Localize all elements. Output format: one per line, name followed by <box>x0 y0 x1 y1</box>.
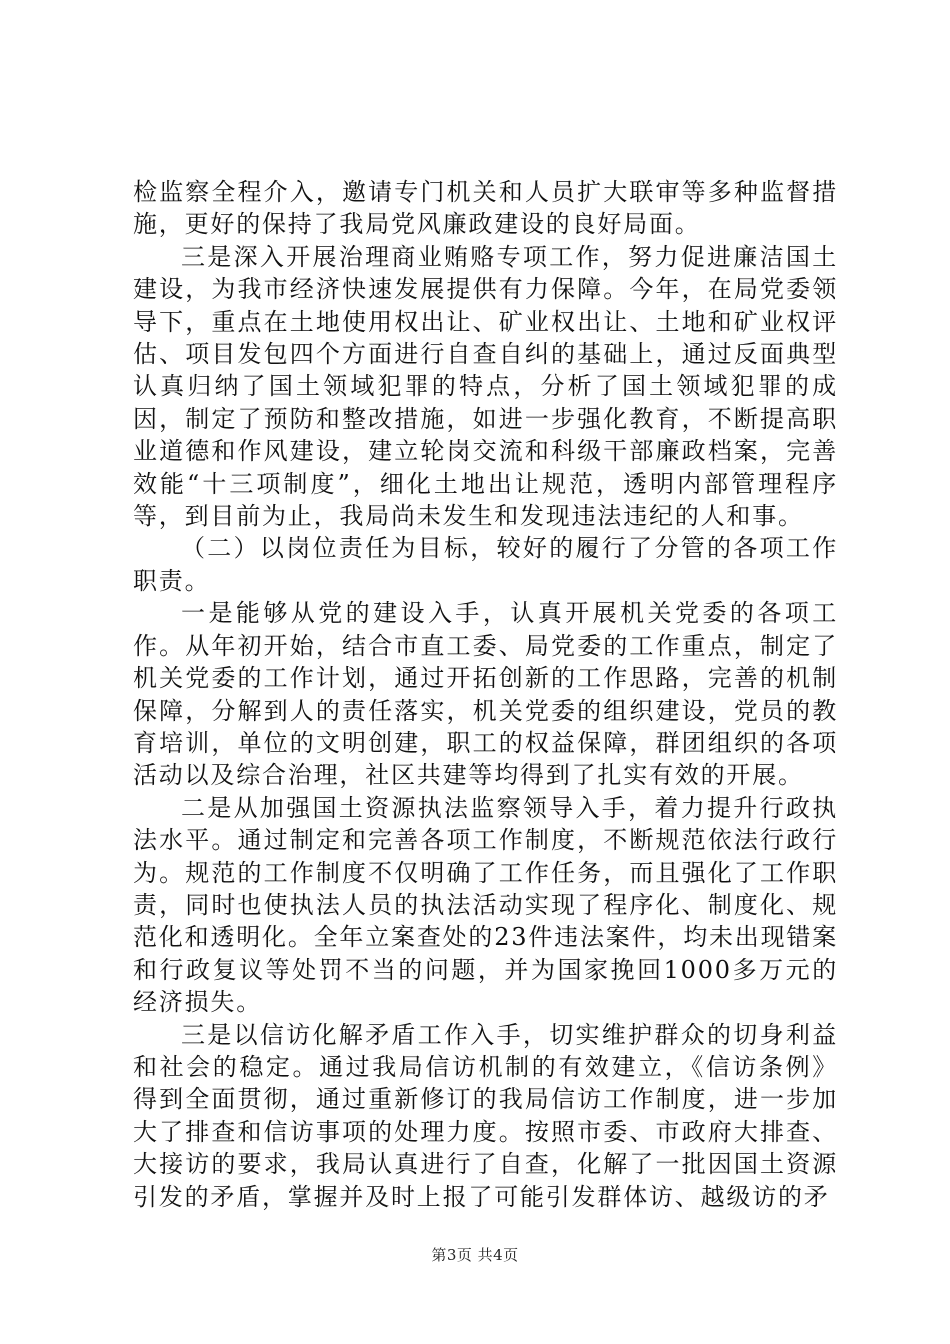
paragraph-5: 二是从加强国土资源执法监察领导入手，着力提升行政执法水平。通过制定和完善各项工作制度，不断规范依法行政行为。规范的工作制度不仅明确了工作任务，而且强化了工作职责，同时也使执法人员的执法活动实现了程序化、制度化、规范化和透明化。全年立案查处的23件违法案件，均未出现错案和行政复议等处罚不当的问题，并为国家挽回1000多万元的经济损失。 <box>133 793 838 1017</box>
paragraph-2: 三是深入开展治理商业贿赂专项工作，努力促进廉洁国土建设，为我市经济快速发展提供有力保障。今年，在局党委领导下，重点在土地使用权出让、矿业权出让、土地和矿业权评估、项目发包四个方面进行自查自纠的基础上，通过反面典型认真归纳了国土领域犯罪的特点，分析了国土领域犯罪的成因，制定了预防和整改措施，如进一步强化教育，不断提高职业道德和作风建设，建立轮岗交流和科级干部廉政档案，完善效能“十三项制度”，细化土地出让规范，透明内部管理程序等，到目前为止，我局尚未发生和发现违法违纪的人和事。 <box>133 242 838 531</box>
page-footer: 第3页 共4页 <box>431 1246 519 1264</box>
paragraph-1: 检监察全程介入，邀请专门机关和人员扩大联审等多种监督措施，更好的保持了我局党风廉政建设的良好局面。 <box>133 178 838 239</box>
paragraph-6: 三是以信访化解矛盾工作入手，切实维护群众的切身利益和社会的稳定。通过我局信访机制的有效建立，《信访条例》得到全面贯彻，通过重新修订的我局信访工作制度，进一步加大了排查和信访事项的处理力度。按照市委、市政府大排查、大接访的要求，我局认真进行了自查，化解了一批因国土资源引发的矛盾，掌握并及时上报了可能引发群体访、越级访的矛 <box>133 1020 838 1211</box>
paragraph-4: 一是能够从党的建设入手，认真开展机关党委的各项工作。从年初开始，结合市直工委、局党委的工作重点，制定了机关党委的工作计划，通过开拓创新的工作思路，完善的机制保障，分解到人的责任落实，机关党委的组织建设，党员的教育培训，单位的文明创建，职工的权益保障，群团组织的各项活动以及综合治理，社区共建等均得到了扎实有效的开展。 <box>133 599 838 790</box>
document-body <box>133 176 838 1213</box>
paragraph-3: （二）以岗位责任为目标，较好的履行了分管的各项工作职责。 <box>133 534 838 595</box>
